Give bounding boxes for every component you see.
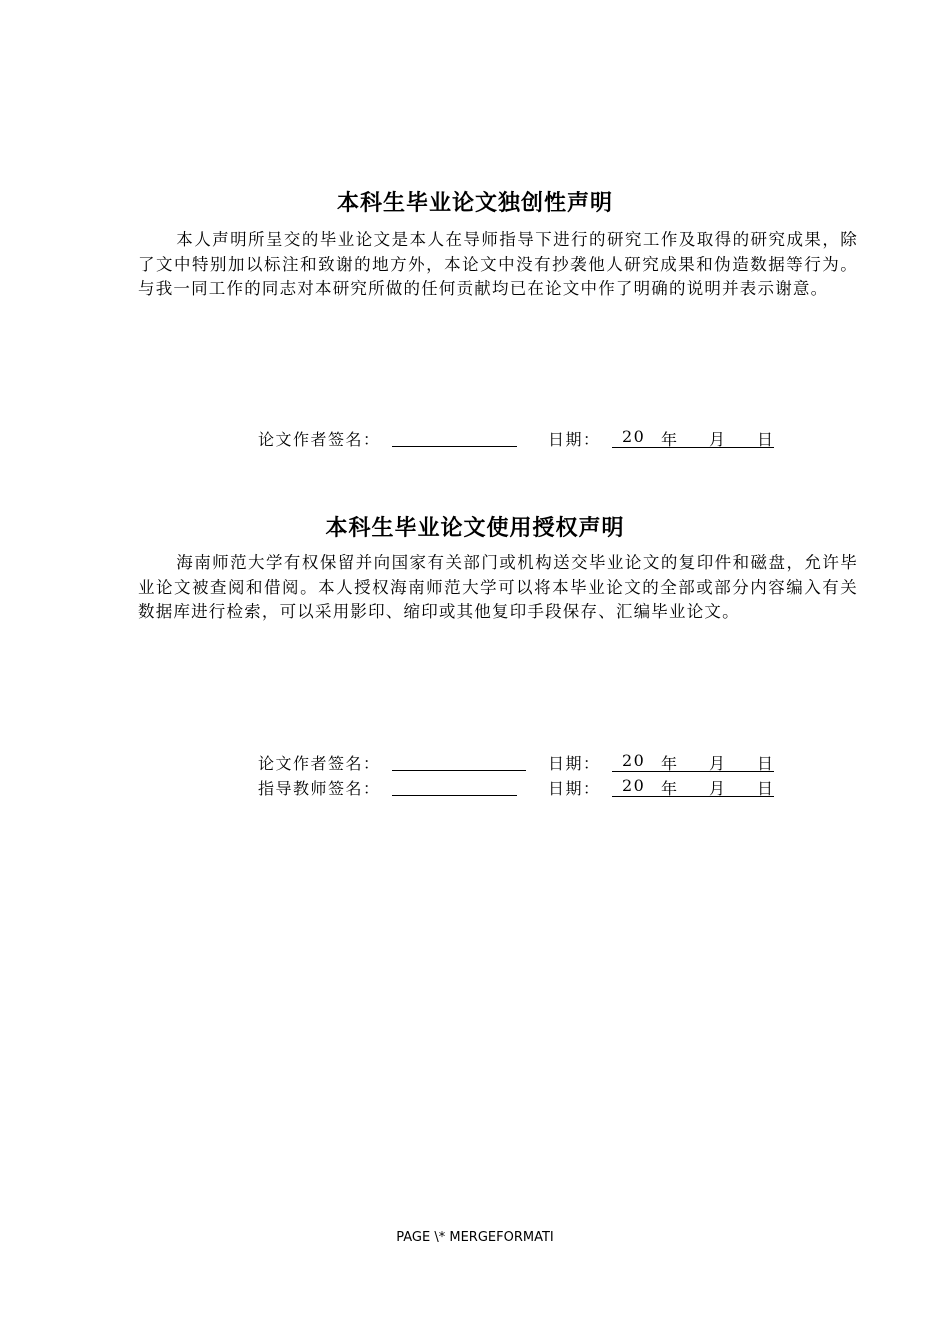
date-field[interactable] [612, 776, 774, 797]
year-prefix: 20 [622, 751, 646, 770]
author-signature-line[interactable] [392, 429, 517, 447]
declaration-body [138, 228, 858, 302]
advisor-signature-line[interactable] [392, 778, 517, 796]
authorization-author-row [258, 751, 798, 775]
authorization-body-text: 海南师范大学有权保留并向国家有关部门或机构送交毕业论文的复印件和磁盘，允许毕业论文被查阅和借阅。本人授权海南师范大学可以将本毕业论文的全部或部分内容编入有关数据库进行检索，可以采用影印、缩印或其他复印手段保存、汇编毕业论文。 [138, 553, 858, 621]
authorization-advisor-row [258, 776, 798, 800]
author-signature-label: 论文作者签名： [258, 754, 381, 773]
day-unit: 日 [757, 779, 775, 798]
month-unit: 月 [709, 430, 727, 449]
declaration-signature-row [258, 427, 798, 451]
year-unit: 年 [661, 430, 679, 449]
date-label: 日期： [548, 430, 601, 449]
advisor-signature-label: 指导教师签名： [258, 779, 381, 798]
author-signature-label: 论文作者签名： [258, 430, 381, 449]
author-signature-line[interactable] [392, 753, 526, 771]
month-unit: 月 [709, 779, 727, 798]
page-footer: PAGE \* MERGEFORMATI [396, 1230, 554, 1245]
declaration-title: 本科生毕业论文独创性声明 [336, 191, 613, 216]
year-prefix: 20 [622, 776, 646, 795]
month-unit: 月 [709, 754, 727, 773]
date-field[interactable] [612, 751, 774, 772]
date-label: 日期： [548, 754, 601, 773]
date-field[interactable] [612, 427, 774, 448]
authorization-title: 本科生毕业论文使用授权声明 [325, 516, 625, 541]
date-label: 日期： [548, 779, 601, 798]
day-unit: 日 [757, 754, 775, 773]
declaration-body-text: 本人声明所呈交的毕业论文是本人在导师指导下进行的研究工作及取得的研究成果，除了文中特别加以标注和致谢的地方外，本论文中没有抄袭他人研究成果和伪造数据等行为。与我一同工作的同志对本研究所做的任何贡献均已在论文中作了明确的说明并表示谢意。 [138, 230, 858, 298]
day-unit: 日 [757, 430, 775, 449]
year-unit: 年 [661, 754, 679, 773]
authorization-body [138, 551, 858, 625]
year-unit: 年 [661, 779, 679, 798]
year-prefix: 20 [622, 427, 646, 446]
